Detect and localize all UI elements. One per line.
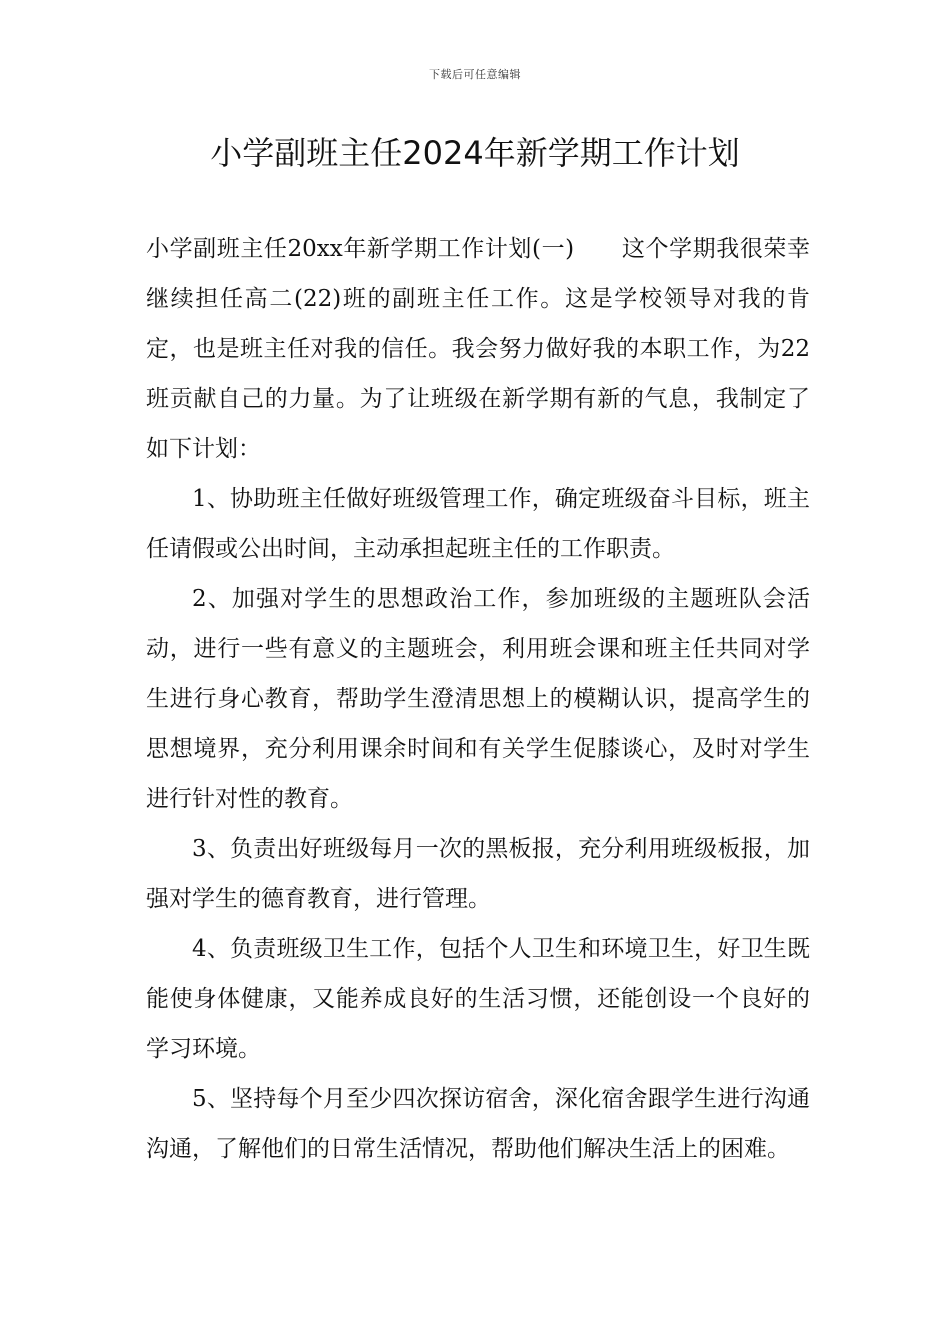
document-body	[146, 224, 810, 1174]
header-note: 下载后可任意编辑	[429, 68, 521, 81]
paragraph-item-2: 2、加强对学生的思想政治工作，参加班级的主题班队会活动，进行一些有意义的主题班会，利用班会课和班主任共同对学生进行身心教育，帮助学生澄清思想上的模糊认识，提高学生的思想境界，充分利用课余时间和有关学生促膝谈心，及时对学生进行针对性的教育。	[146, 586, 810, 812]
paragraph-item-4: 4、负责班级卫生工作，包括个人卫生和环境卫生，好卫生既能使身体健康，又能养成良好的生活习惯，还能创设一个良好的学习环境。	[146, 936, 810, 1062]
paragraph-intro: 小学副班主任20xx年新学期工作计划(一) 这个学期我很荣幸继续担任高二(22)班的副班主任工作。这是学校领导对我的肯定，也是班主任对我的信任。我会努力做好我的本职工作，为22班贡献自己的力量。为了让班级在新学期有新的气息，我制定了如下计划：	[146, 236, 810, 462]
paragraph-item-5: 5、坚持每个月至少四次探访宿舍，深化宿舍跟学生进行沟通沟通，了解他们的日常生活情况，帮助他们解决生活上的困难。	[146, 1086, 810, 1162]
document-title: 小学副班主任2024年新学期工作计划	[210, 134, 740, 172]
paragraph-item-1: 1、协助班主任做好班级管理工作，确定班级奋斗目标，班主任请假或公出时间，主动承担起班主任的工作职责。	[146, 486, 810, 562]
paragraph-item-3: 3、负责出好班级每月一次的黑板报，充分利用班级板报，加强对学生的德育教育，进行管理。	[146, 836, 810, 912]
